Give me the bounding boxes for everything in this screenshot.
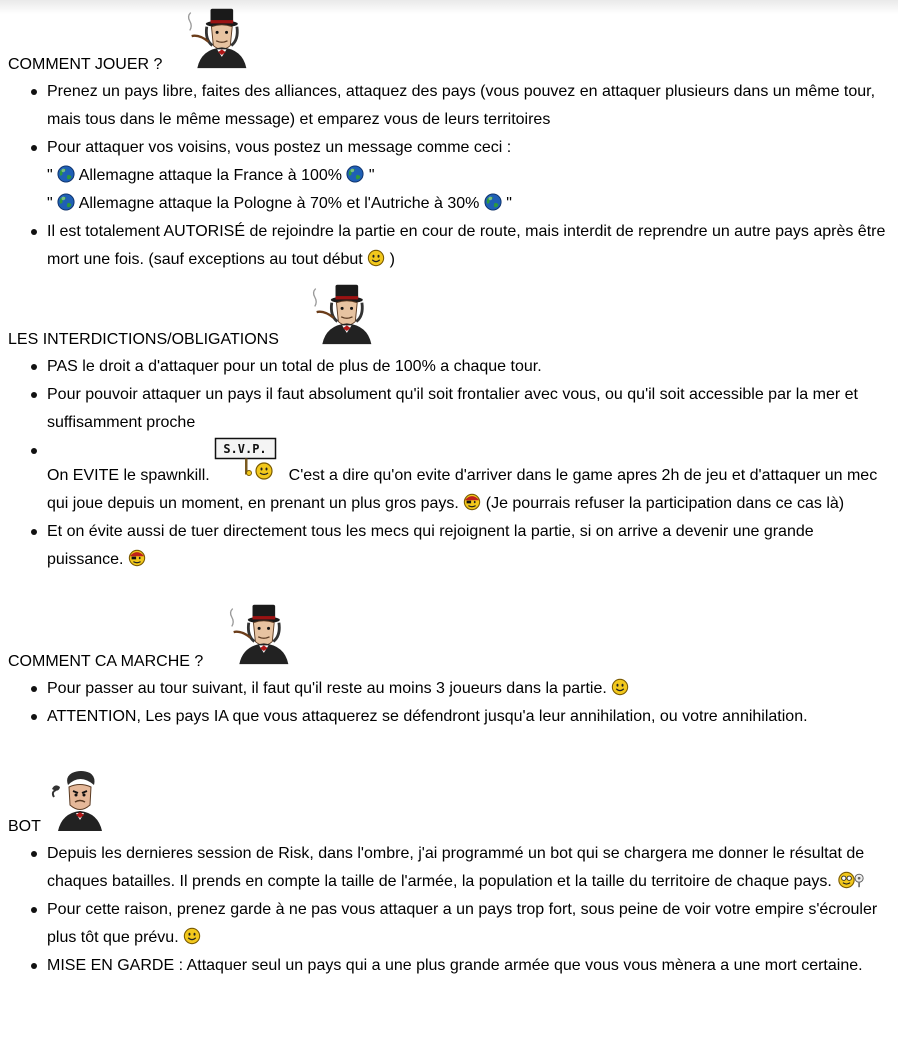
svp-sign-icon (214, 437, 284, 481)
item-text: PAS le droit a d'attaquer pour un total de plus de 100% a chaque tour. (47, 358, 542, 375)
item-text: Il est totalement AUTORISÉ de rejoindre la partie en cour de route, mais interdit de reprendre un autre pays après être mort une fois. (sauf exceptions au tout début (47, 223, 886, 268)
section-heading: LES INTERDICTIONS/OBLIGATIONS (8, 331, 279, 348)
item-text: Depuis les dernieres session de Risk, dans l'ombre, j'ai programmé un bot qui se chargera me donner le résultat de chaques batailles. Il prends en compte la taille de l'armée, la population et la taille du territoire de chaque pays. (47, 845, 865, 890)
item-text: Pour passer au tour suivant, il faut qu'il reste au moins 3 joueurs dans la partie. (47, 680, 607, 697)
globe-icon (346, 165, 364, 183)
quote-mark: " (47, 167, 53, 184)
rules-list (0, 675, 898, 731)
list-item (0, 78, 898, 134)
item-text: Et on évite aussi de tuer directement tous les mecs qui rejoignent la partie, si on arrive a devenir une grande puissance. (47, 523, 814, 568)
item-text: Prenez un pays libre, faites des alliances, attaquez des pays (vous pouvez en attaquer plusieurs dans un même tour, mais tous dans le même message) et emparez vous de leurs territoires (47, 83, 876, 128)
item-text: MISE EN GARDE : Attaquer seul un pays qui a une plus grande armée que vous vous mènera a une mort certaine. (47, 957, 863, 974)
pirate-smiley-icon (463, 493, 481, 511)
item-text: C'est a dire qu'on evite d'arriver dans le game apres 2h de jeu et d'attaquer un mec qui joue depuis un moment, en prenant un plus gros pays. (47, 467, 878, 512)
quote-mark: " (368, 167, 375, 184)
item-text: ATTENTION, Les pays IA que vous attaquerez se défendront jusqu'a leur annihilation, ou votre annihilation. (47, 708, 808, 725)
list-item (0, 218, 898, 274)
pirate-smiley-icon (128, 549, 146, 567)
top-hat-man-icon (186, 6, 252, 70)
item-text: Pour pouvoir attaquer un pays il faut absolument qu'il soit frontalier avec vous, ou qu'il soit accessible par la mer et suffisamment proche (47, 386, 858, 431)
quote-mark: " (506, 195, 512, 212)
globe-icon (57, 193, 75, 211)
quote-mark: " (47, 195, 53, 212)
nerd-smiley-icon (836, 871, 866, 889)
section-heading: BOT (8, 818, 41, 835)
globe-icon (484, 193, 502, 211)
rules-list (0, 840, 898, 980)
example-text: Allemagne attaque la Pologne à 70% et l'Autriche à 30% (78, 195, 480, 212)
section-heading: COMMENT JOUER ? (8, 56, 163, 73)
rules-list (0, 353, 898, 574)
top-hat-man-icon (228, 602, 294, 666)
list-item (0, 896, 898, 952)
item-text: Pour cette raison, prenez garde à ne pas vous attaquer a un pays trop fort, sous peine de voir votre empire s'écrouler plus tôt que prévu. (47, 901, 878, 946)
section-heading: COMMENT CA MARCHE ? (8, 653, 204, 670)
rules-list (0, 78, 898, 274)
item-text: Pour attaquer vos voisins, vous postez un message comme ceci : (47, 139, 512, 156)
list-item (0, 952, 898, 980)
list-item (0, 381, 898, 437)
globe-icon (57, 165, 75, 183)
list-item (0, 437, 898, 518)
item-text-after: ) (389, 251, 395, 268)
smiley-icon (611, 678, 629, 696)
list-item (0, 840, 898, 896)
angry-man-icon (50, 770, 110, 832)
list-item (0, 134, 898, 218)
list-item (0, 675, 898, 703)
top-hat-man-icon (311, 282, 377, 346)
item-text-after: (Je pourrais refuser la participation dans ce cas là) (485, 495, 845, 512)
list-item (0, 518, 898, 574)
top-shadow (0, 0, 898, 14)
list-item (0, 353, 898, 381)
item-text: On EVITE le spawnkill. (47, 467, 210, 484)
list-item (0, 703, 898, 731)
smiley-icon (183, 927, 201, 945)
example-text: Allemagne attaque la France à 100% (78, 167, 342, 184)
smiley-icon (367, 249, 385, 267)
